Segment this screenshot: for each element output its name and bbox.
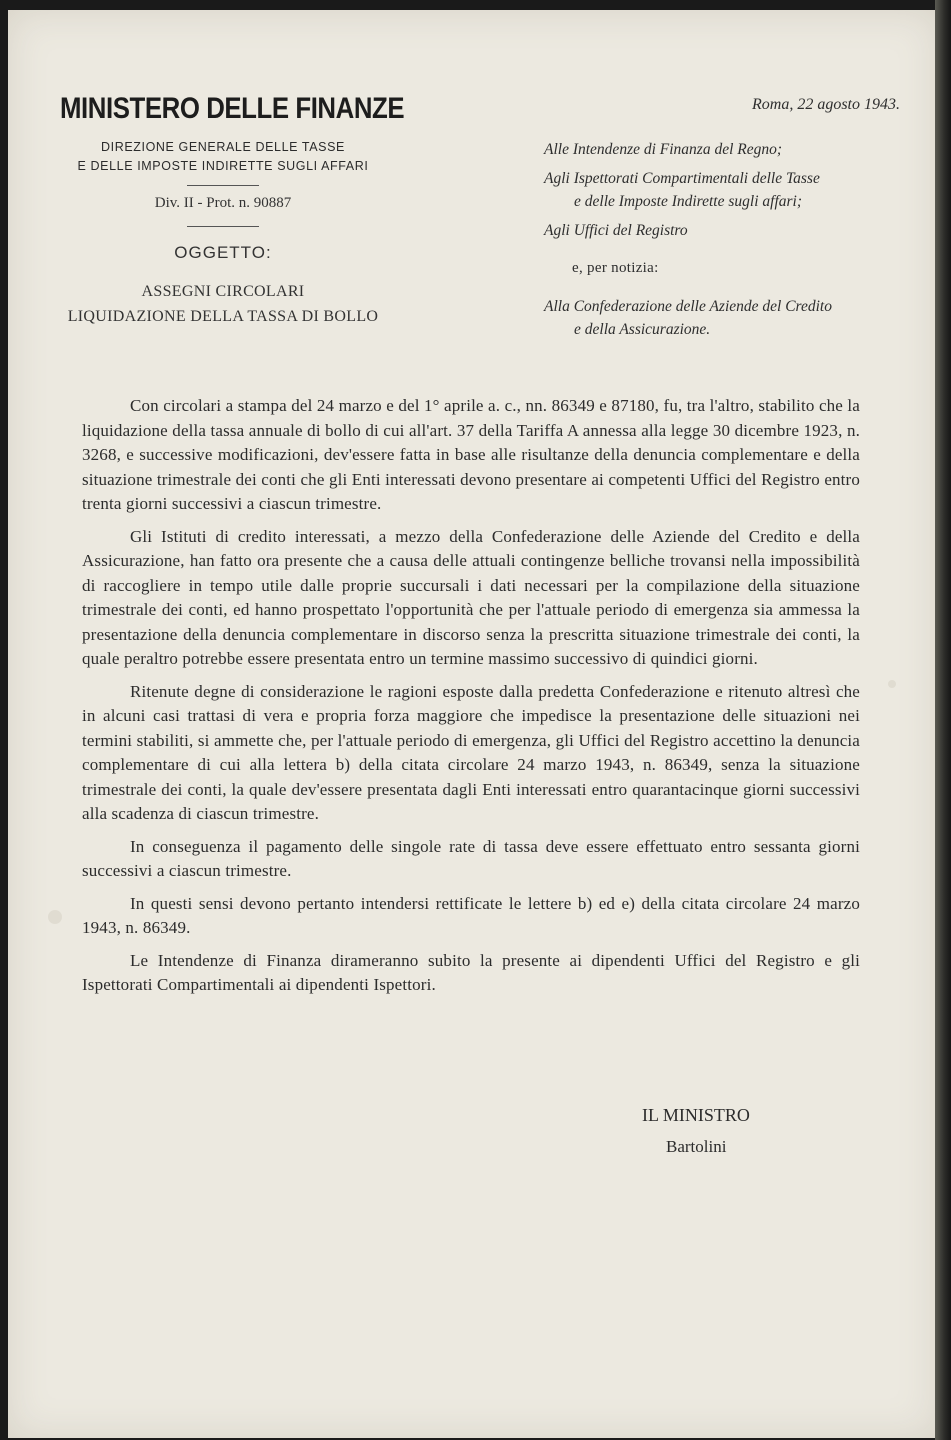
paper-stain (888, 680, 896, 688)
divider (187, 185, 259, 186)
recipient: Agli Uffici del Registro (544, 222, 688, 239)
binding-edge (935, 0, 951, 1440)
for-information-label: e, per notizia: (572, 260, 659, 276)
recipient (544, 167, 904, 213)
paragraph: Gli Istituti di credito interessati, a mezzo della Confederazione delle Aziende del Credito e della Assicurazione, han fatto ora presente che a causa delle attuali contingenze belliche trovansi nella impossibilità di raccogliere in tempo utile dalle proprie succursali i dati necessari per la compilazione della situazione trimestrale dei conti, ed hanno prospettato l'opportunità che per l'attuale periodo di emergenza sia ammessa la presentazione della denuncia complementare in discorso senza la prescritta situazione trimestrale dei conti, la quale peraltro potrebbe essere presentata entro un termine massimo successivo di quindici giorni. (82, 526, 860, 668)
recipient (544, 295, 904, 341)
paragraph: In questi sensi devono pertanto intendersi rettificate le lettere b) ed e) della citata circolare 24 marzo 1943, n. 86349. (82, 893, 860, 937)
direction-line: DIREZIONE GENERALE DELLE TASSE (101, 140, 345, 154)
paragraph: In conseguenza il pagamento delle singole rate di tassa deve essere effettuato entro sessanta giorni successivi a ciascun trimestre. (82, 836, 860, 880)
letterhead (48, 92, 405, 329)
paragraph: Le Intendenze di Finanza dirameranno subito la presente ai dipendenti Uffici del Registro e gli Ispettorati Compartimentali ai dipendenti Ispettori. (82, 950, 860, 994)
recipient: Alle Intendenze di Finanza del Regno; (544, 141, 783, 158)
letter-date: Roma, 22 agosto 1943. (752, 96, 900, 113)
signature-block (642, 1100, 750, 1162)
paragraph: Con circolari a stampa del 24 marzo e del 1° aprile a. c., nn. 86349 e 87180, fu, tra l'altro, stabilito che la liquidazione della tassa annuale di bollo di cui all'art. 37 della Tariffa A annessa alla legge 30 dicembre 1923, n. 3268, e successive modificazioni, dev'essere fatta in base alle risultanze della denuncia complementare e della situazione trimestrale dei conti che gli Enti interessati devono presentare ai competenti Uffici del Registro entro trenta giorni successivi a ciascun trimestre. (82, 396, 860, 513)
ministry-name: MINISTERO DELLE FINANZE (60, 92, 405, 125)
paper-stain (48, 910, 62, 924)
direction-line: E DELLE IMPOSTE INDIRETTE SUGLI AFFARI (77, 159, 369, 173)
recipient-line: Agli Ispettorati Compartimentali delle Tasse (544, 170, 820, 187)
direction-name (48, 138, 398, 176)
subject-line: LIQUIDAZIONE DELLA TASSA DI BOLLO (67, 308, 379, 325)
paragraph: Ritenute degne di considerazione le ragioni esposte dalla predetta Confederazione e ritenuto altresì che in alcuni casi trattasi di vera e propria forza maggiore che impedisce la presentazione delle situazioni nei termini stabiliti, si ammette che, per l'attuale periodo di emergenza, gli Uffici del Registro accettino la denuncia complementare di cui alla lettera b) della citata circolare 24 marzo 1943, n. 86349, senza la situazione trimestrale dei conti, la quale dev'essere presentata dagli Enti interessati entro quarantacinque giorni successivi alla scadenza di ciascun trimestre. (82, 681, 860, 823)
divider (187, 226, 259, 227)
subject-label: OGGETTO: (174, 243, 272, 262)
address-block (544, 96, 904, 341)
recipient-line: e della Assicurazione. (574, 321, 711, 338)
protocol-number: Div. II - Prot. n. 90887 (154, 195, 292, 211)
document-page (8, 10, 938, 1438)
recipient-line: Alla Confederazione delle Aziende del Credito (544, 298, 832, 315)
letter-body (82, 394, 860, 1006)
subject-line: ASSEGNI CIRCOLARI (141, 283, 305, 300)
signatory-name: Bartolini (666, 1137, 727, 1156)
signatory-title: IL MINISTRO (642, 1105, 750, 1125)
subject (48, 279, 398, 329)
recipient-line: e delle Imposte Indirette sugli affari; (574, 193, 803, 210)
